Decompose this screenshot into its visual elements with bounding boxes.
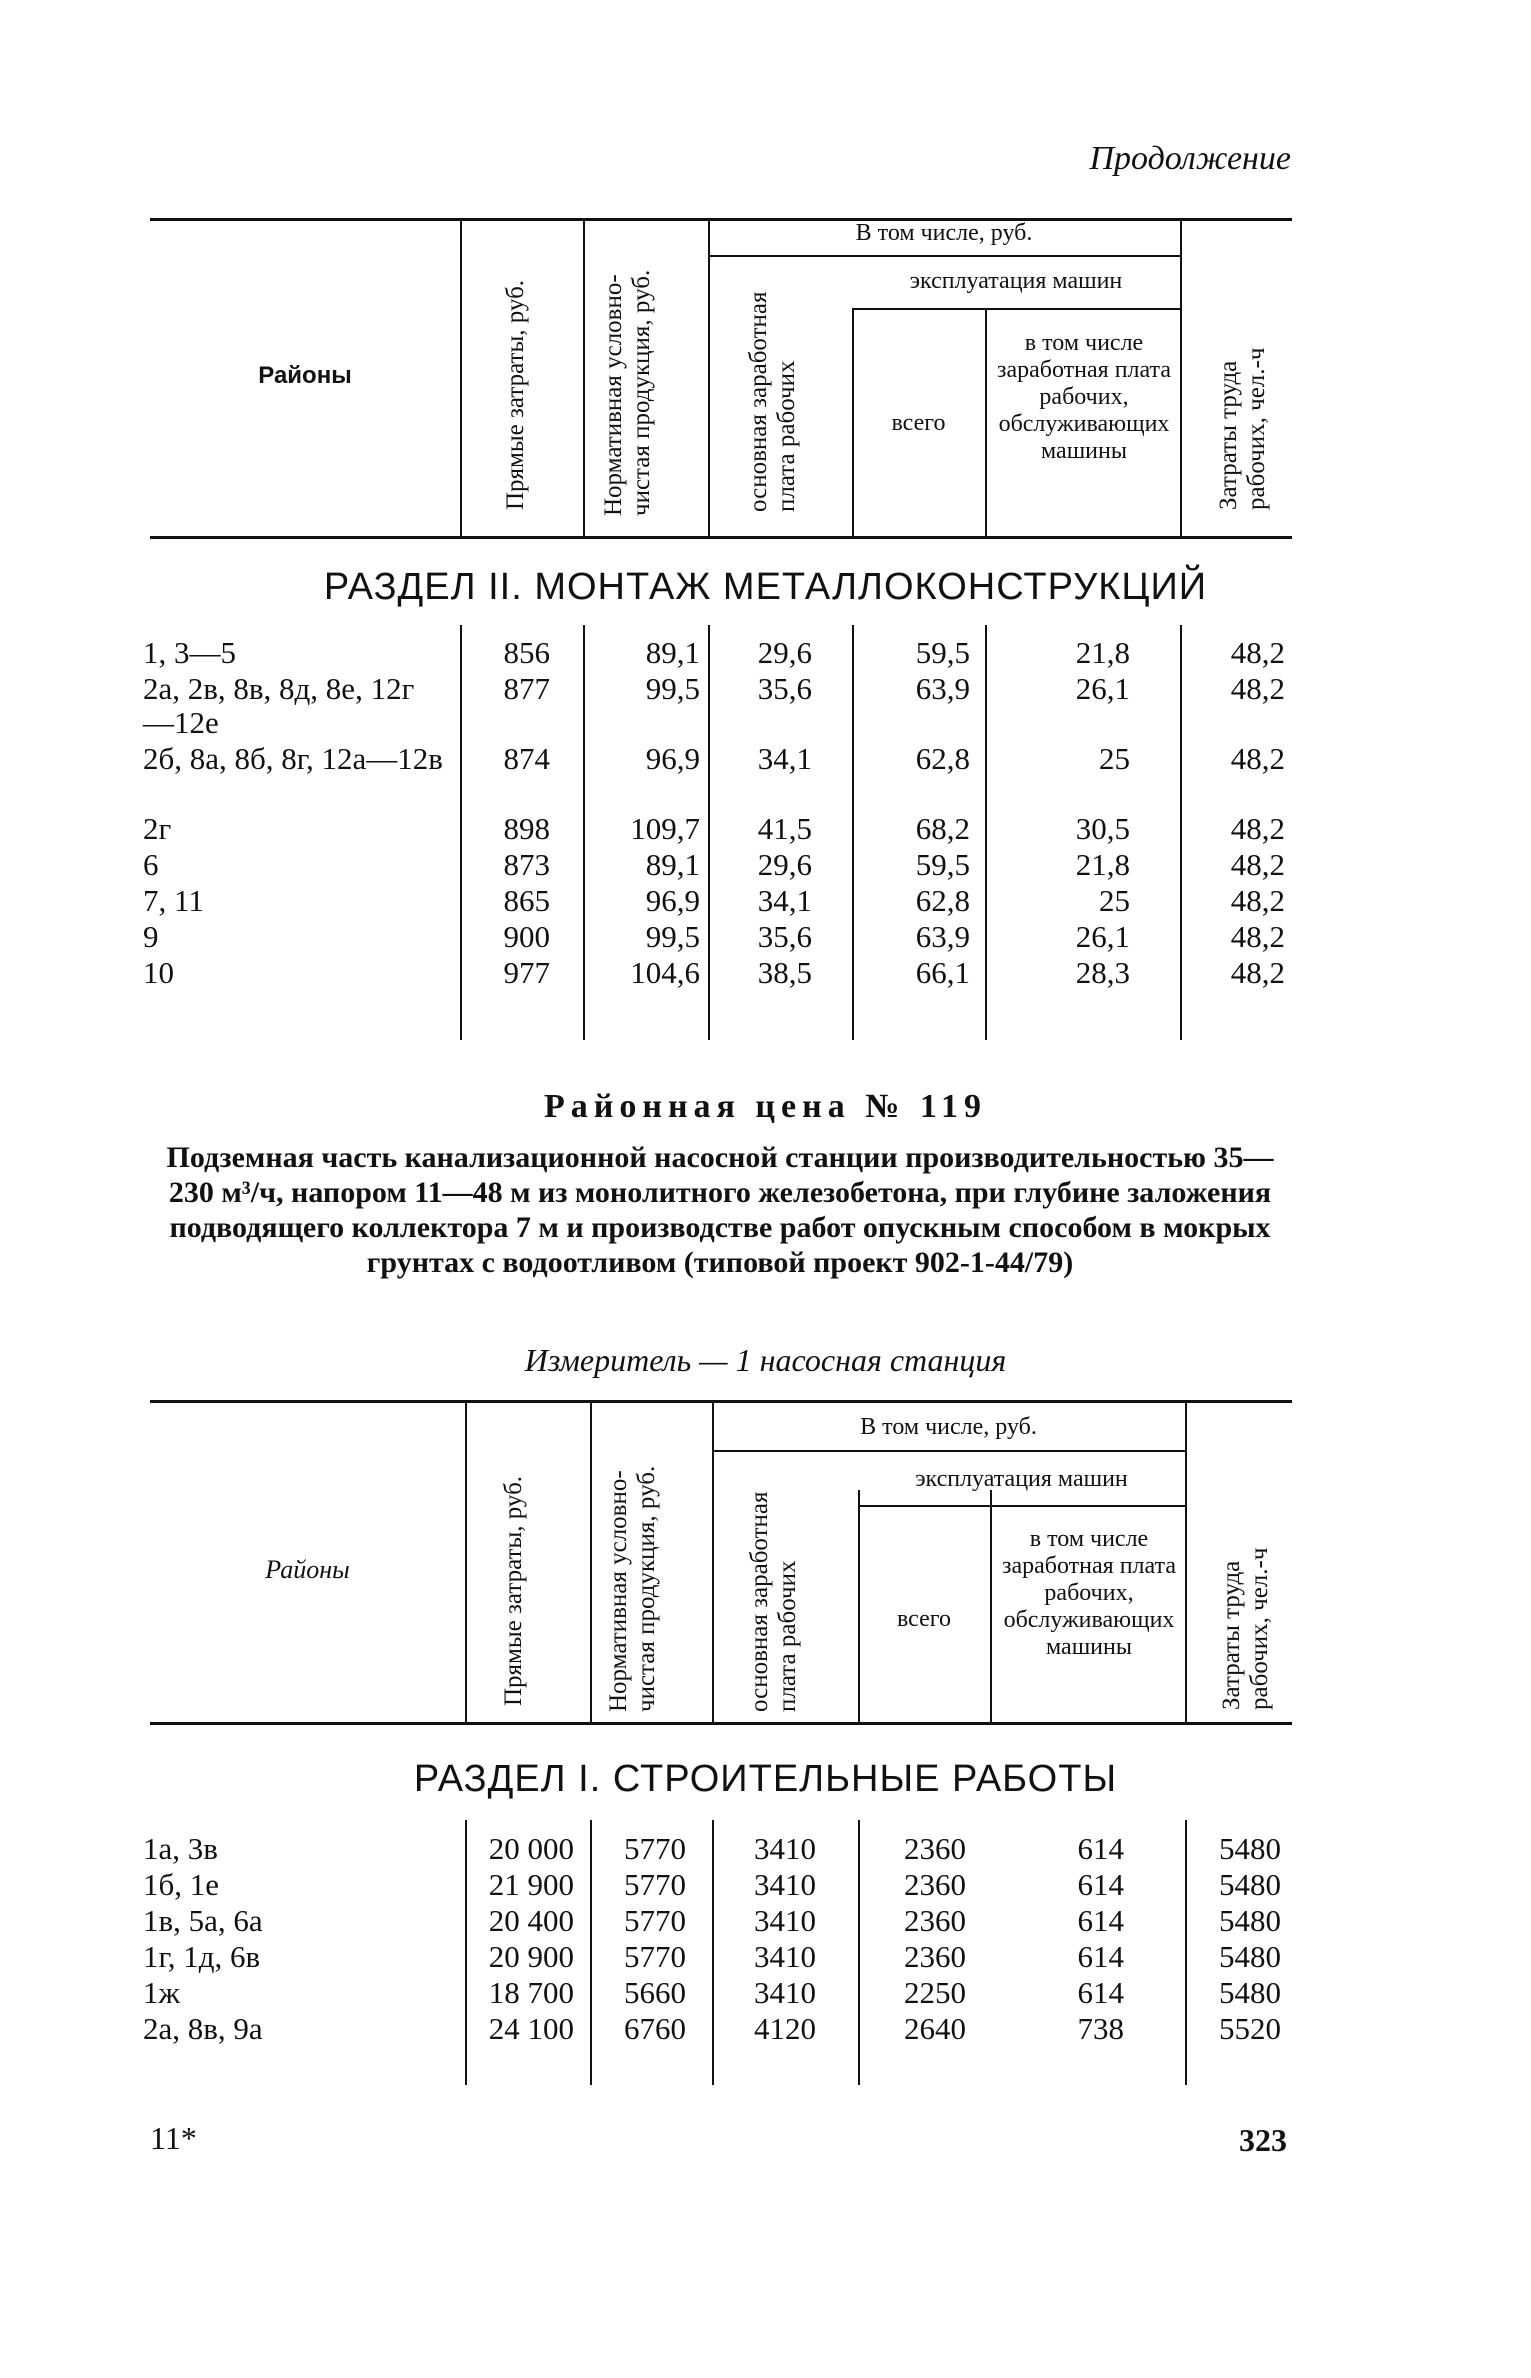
regions-header: Районы (258, 362, 352, 389)
region-cell: 2г (143, 811, 172, 846)
norm-cell: 104,6 (630, 955, 700, 990)
incl-cell: 26,1 (1075, 919, 1130, 954)
labor-cell: 5480 (1219, 1939, 1281, 1974)
wage-cell: 38,5 (757, 955, 812, 990)
wage-cell: 34,1 (757, 883, 812, 918)
direct-costs-header: Прямые затраты, руб. (502, 279, 529, 510)
norm-cell: 5660 (624, 1975, 686, 2010)
labor-cell: 5480 (1219, 1831, 1281, 1866)
labor-cell: 48,2 (1230, 635, 1285, 670)
labor-cell: 5480 (1219, 1903, 1281, 1938)
total-cell: 63,9 (915, 671, 970, 706)
norm-cell: 5770 (624, 1903, 686, 1938)
total-cell: 59,5 (915, 635, 970, 670)
region-cell: 1ж (143, 1975, 180, 2010)
base-wage-header: основная заработная плата рабочих (745, 291, 800, 512)
direct-cell: 865 (503, 883, 550, 918)
incl-cell: 25 (1099, 883, 1130, 918)
wage-cell: 35,6 (757, 919, 812, 954)
page-number: 323 (1239, 2122, 1287, 2158)
labor-cell: 48,2 (1230, 811, 1285, 846)
total-header-2: всего (896, 1606, 952, 1632)
machine-operation-header-2: эксплуатация машин (915, 1466, 1128, 1492)
incl-cell: 26,1 (1075, 671, 1130, 706)
labor-cell: 48,2 (1230, 919, 1285, 954)
incl-cell: 21,8 (1075, 847, 1130, 882)
incl-cell: 28,3 (1075, 955, 1130, 990)
wage-cell: 29,6 (757, 847, 812, 882)
labor-cell: 48,2 (1230, 847, 1285, 882)
norm-cell: 6760 (624, 2011, 686, 2046)
total-cell: 2360 (904, 1939, 966, 1974)
normative-output-header: Нормативная условно-чистая продукция, руб. (600, 269, 655, 516)
region-cell: 1а, 3в (143, 1831, 218, 1866)
direct-cell: 874 (503, 741, 550, 776)
total-cell: 2250 (904, 1975, 966, 2010)
price-title: Районная цена № 119 (544, 1088, 987, 1125)
labor-cell: 5480 (1219, 1975, 1281, 2010)
total-cell: 2640 (904, 2011, 966, 2046)
incl-cell: 30,5 (1075, 811, 1130, 846)
region-cell: 7, 11 (143, 883, 204, 918)
region-cell: 2а, 2в, 8в, 8д, 8е, 12г—12е (143, 671, 415, 740)
incl-wage-header: в том числе заработная плата рабочих, обслуживающих машины (997, 330, 1171, 464)
incl-wage-header-2: в том числе заработная плата рабочих, обслуживающих машины (1002, 1526, 1176, 1660)
direct-cell: 20 000 (488, 1831, 574, 1866)
labor-cell: 5520 (1219, 2011, 1281, 2046)
norm-cell: 99,5 (645, 919, 700, 954)
machine-operation-header: эксплуатация машин (909, 268, 1123, 294)
total-cell: 2360 (904, 1903, 966, 1938)
price-description: Подземная часть канализационной насосной станции производительностью 35—230 м³/ч, напором 11—48 м из монолитного железобетона, при глубине заложения подводящего коллектора 7 м и производстве работ опускным способом в мокрых грунтах с водоотливом (типовой проект 902-1-44/79) (166, 1141, 1274, 1279)
direct-cell: 20 400 (488, 1903, 574, 1938)
total-cell: 66,1 (915, 955, 970, 990)
total-cell: 2360 (904, 1831, 966, 1866)
direct-cell: 856 (503, 635, 550, 670)
labor-header: Затраты труда рабочих, чел.-ч (1215, 347, 1270, 510)
norm-cell: 5770 (624, 1867, 686, 1902)
including-header: В том числе, руб. (855, 220, 1033, 246)
direct-cell: 21 900 (488, 1867, 574, 1902)
region-cell: 9 (143, 919, 159, 954)
region-cell: 6 (143, 847, 159, 882)
direct-cell: 873 (503, 847, 550, 882)
norm-cell: 96,9 (645, 883, 700, 918)
incl-cell: 738 (1077, 2011, 1124, 2046)
direct-cell: 900 (503, 919, 550, 954)
labor-cell: 48,2 (1230, 955, 1285, 990)
wage-cell: 3410 (754, 1831, 816, 1866)
labor-header-2: Затраты труда рабочих, чел.-ч (1218, 1547, 1273, 1710)
continuation-label: Продолжение (1089, 140, 1291, 177)
direct-cell: 20 900 (488, 1939, 574, 1974)
measure-line: Измеритель — 1 насосная станция (524, 1342, 1007, 1378)
norm-cell: 99,5 (645, 671, 700, 706)
incl-cell: 614 (1077, 1867, 1124, 1902)
direct-cell: 877 (503, 671, 550, 706)
wage-cell: 34,1 (757, 741, 812, 776)
incl-cell: 614 (1077, 1831, 1124, 1866)
wage-cell: 35,6 (757, 671, 812, 706)
regions-header-2: Районы (265, 1555, 350, 1584)
wage-cell: 3410 (754, 1975, 816, 2010)
total-cell: 62,8 (915, 741, 970, 776)
region-cell: 2б, 8а, 8б, 8г, 12а—12в (143, 741, 443, 776)
total-cell: 59,5 (915, 847, 970, 882)
normative-output-header-2: Нормативная условно-чистая продукция, руб. (605, 1465, 660, 1712)
incl-cell: 21,8 (1075, 635, 1130, 670)
direct-cell: 24 100 (488, 2011, 574, 2046)
sheet-mark: 11* (150, 2120, 197, 2156)
labor-cell: 48,2 (1230, 741, 1285, 776)
labor-cell: 5480 (1219, 1867, 1281, 1902)
labor-cell: 48,2 (1230, 671, 1285, 706)
norm-cell: 5770 (624, 1939, 686, 1974)
section1-title: РАЗДЕЛ II. МОНТАЖ МЕТАЛЛОКОНСТРУКЦИЙ (323, 566, 1208, 608)
norm-cell: 96,9 (645, 741, 700, 776)
region-cell: 1в, 5а, 6а (143, 1903, 263, 1938)
norm-cell: 89,1 (645, 635, 700, 670)
region-cell: 2а, 8в, 9а (143, 2011, 263, 2046)
wage-cell: 41,5 (757, 811, 812, 846)
region-cell: 10 (143, 955, 174, 990)
total-cell: 68,2 (915, 811, 970, 846)
incl-cell: 25 (1099, 741, 1130, 776)
direct-cell: 898 (503, 811, 550, 846)
wage-cell: 3410 (754, 1903, 816, 1938)
wage-cell: 4120 (754, 2011, 816, 2046)
total-cell: 63,9 (915, 919, 970, 954)
section2-title: РАЗДЕЛ I. СТРОИТЕЛЬНЫЕ РАБОТЫ (413, 1758, 1118, 1800)
norm-cell: 5770 (624, 1831, 686, 1866)
direct-cell: 977 (503, 955, 550, 990)
incl-cell: 614 (1077, 1939, 1124, 1974)
norm-cell: 89,1 (645, 847, 700, 882)
direct-costs-header-2: Прямые затраты, руб. (500, 1475, 527, 1706)
base-wage-header-2: основная заработная плата рабочих (746, 1491, 801, 1712)
region-cell: 1г, 1д, 6в (143, 1939, 261, 1974)
total-cell: 62,8 (915, 883, 970, 918)
incl-cell: 614 (1077, 1903, 1124, 1938)
direct-cell: 18 700 (488, 1975, 574, 2010)
region-cell: 1, 3—5 (143, 635, 236, 670)
wage-cell: 29,6 (757, 635, 812, 670)
wage-cell: 3410 (754, 1939, 816, 1974)
wage-cell: 3410 (754, 1867, 816, 1902)
including-header-2: В том числе, руб. (860, 1414, 1037, 1440)
total-cell: 2360 (904, 1867, 966, 1902)
labor-cell: 48,2 (1230, 883, 1285, 918)
region-cell: 1б, 1е (143, 1867, 220, 1902)
total-header: всего (891, 410, 946, 436)
norm-cell: 109,7 (630, 811, 700, 846)
incl-cell: 614 (1077, 1975, 1124, 2010)
